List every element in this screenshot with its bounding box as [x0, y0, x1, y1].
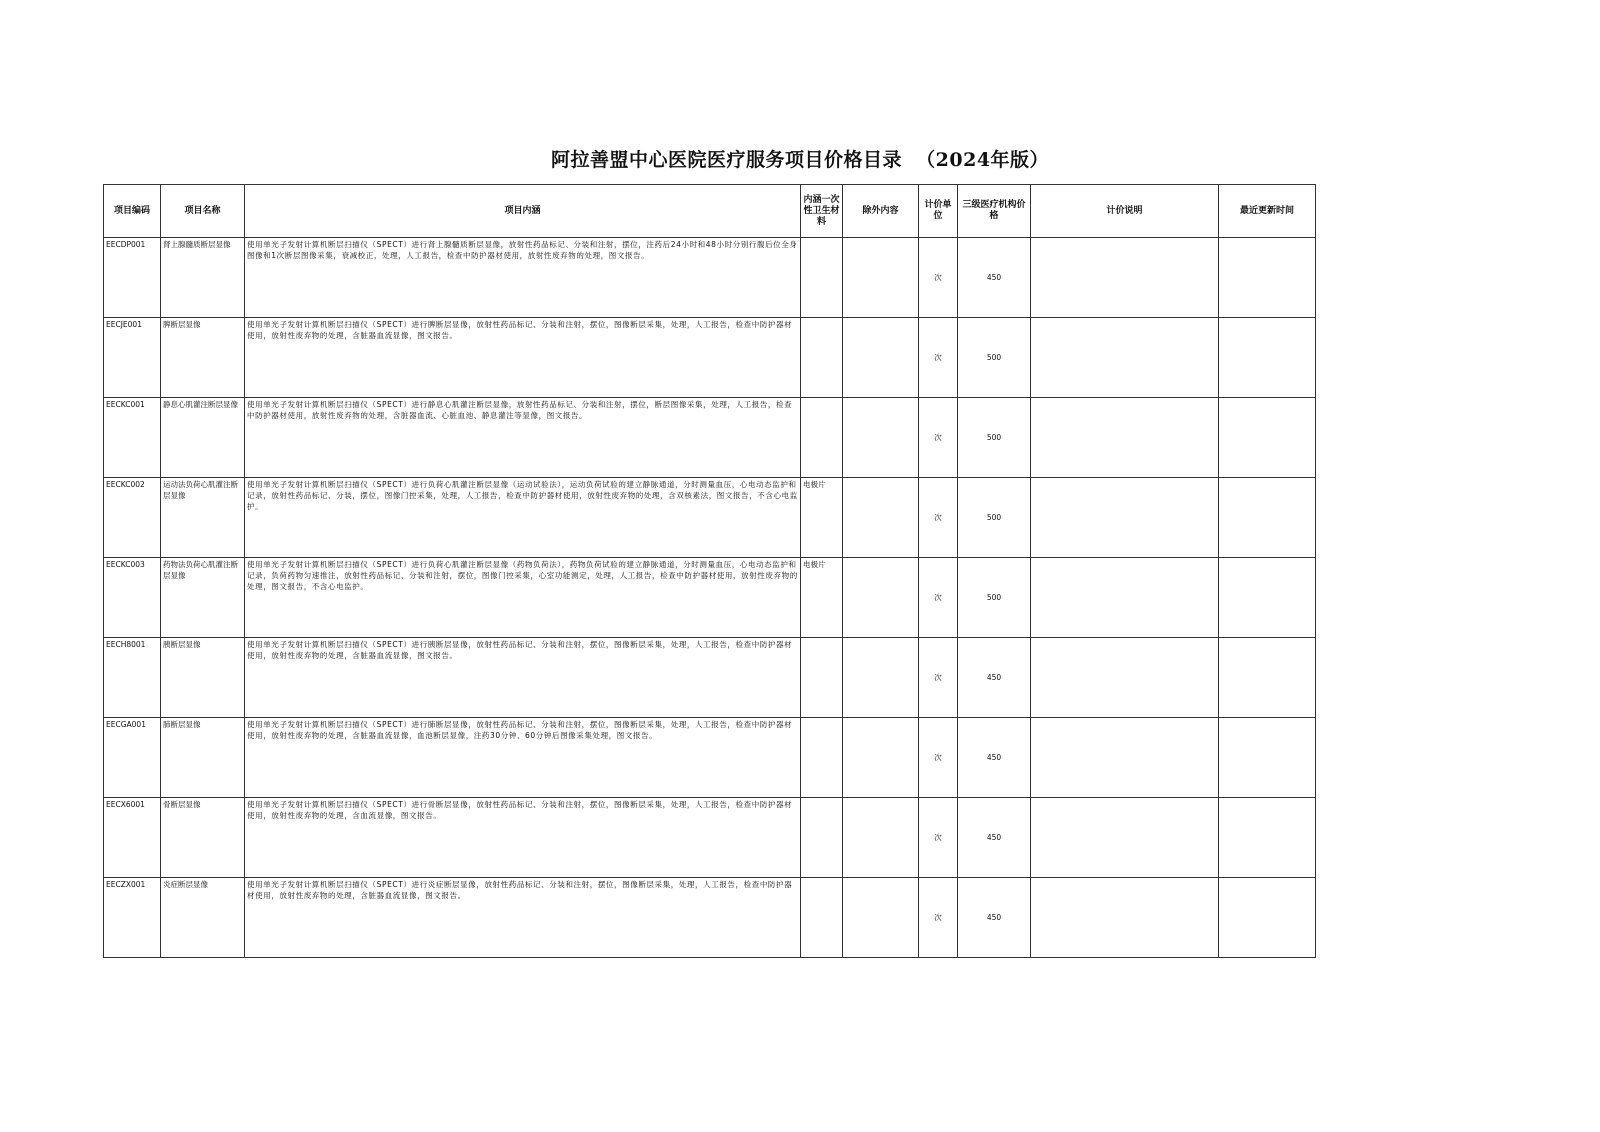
cell-unit: 次	[919, 318, 958, 398]
cell-note	[1031, 558, 1219, 638]
cell-material	[801, 238, 843, 318]
cell-material	[801, 878, 843, 958]
table-row	[104, 478, 1316, 558]
cell-code: EECH8001	[104, 638, 161, 718]
cell-code: EECJE001	[104, 318, 161, 398]
cell-unit: 次	[919, 878, 958, 958]
cell-content: 使用单光子发射计算机断层扫描仪（SPECT）进行负荷心肌灌注断层显像（药物负荷法），药物负荷试验的建立静脉通道，分时测量血压，心电动态监护和记录，负荷药物匀速推注，放射性药品标记、分装和注射，摆位，图像门控采集，心室功能测定，处理，人工报告，检查中防护器材使用，放射性废弃物的处理，图文报告，不含心电监护。	[245, 558, 801, 638]
cell-excluded	[843, 558, 919, 638]
table-row	[104, 318, 1316, 398]
table-header-row	[104, 185, 1316, 238]
cell-note	[1031, 398, 1219, 478]
cell-note	[1031, 718, 1219, 798]
header-note: 计价说明	[1031, 185, 1219, 238]
cell-note	[1031, 318, 1219, 398]
cell-note	[1031, 638, 1219, 718]
cell-content: 使用单光子发射计算机断层扫描仪（SPECT）进行骨断层显像，放射性药品标记、分装和注射，摆位，图像断层采集，处理，人工报告，检查中防护器材使用，放射性废弃物的处理，含血流显像，图文报告。	[245, 798, 801, 878]
cell-updated	[1219, 478, 1316, 558]
cell-unit: 次	[919, 718, 958, 798]
cell-name: 脾断层显像	[161, 318, 245, 398]
header-content: 项目内涵	[245, 185, 801, 238]
cell-note	[1031, 238, 1219, 318]
header-unit: 计价单位	[919, 185, 958, 238]
cell-updated	[1219, 718, 1316, 798]
cell-name: 运动法负荷心肌灌注断层显像	[161, 478, 245, 558]
cell-excluded	[843, 878, 919, 958]
cell-material	[801, 798, 843, 878]
cell-excluded	[843, 798, 919, 878]
table-row	[104, 878, 1316, 958]
table-row	[104, 718, 1316, 798]
cell-price: 450	[958, 798, 1031, 878]
cell-name: 炎症断层显像	[161, 878, 245, 958]
table-row	[104, 558, 1316, 638]
cell-updated	[1219, 398, 1316, 478]
cell-updated	[1219, 238, 1316, 318]
cell-code: EECKC002	[104, 478, 161, 558]
cell-note	[1031, 878, 1219, 958]
header-name: 项目名称	[161, 185, 245, 238]
cell-content: 使用单光子发射计算机断层扫描仪（SPECT）进行肾上腺髓质断层显像，放射性药品标记、分装和注射，摆位，注药后24小时和48小时分别行腹后位全身图像和1次断层图像采集，衰减校正，处理，人工报告，检查中防护器材使用，放射性废弃物的处理，图文报告。	[245, 238, 801, 318]
cell-unit: 次	[919, 798, 958, 878]
cell-unit: 次	[919, 478, 958, 558]
header-code: 项目编码	[104, 185, 161, 238]
cell-updated	[1219, 558, 1316, 638]
cell-content: 使用单光子发射计算机断层扫描仪（SPECT）进行脾断层显像，放射性药品标记、分装和注射，摆位，图像断层采集，处理，人工报告，检查中防护器材使用，放射性废弃物的处理，含脏器血流显像，图文报告。	[245, 318, 801, 398]
cell-name: 药物法负荷心肌灌注断层显像	[161, 558, 245, 638]
cell-unit: 次	[919, 398, 958, 478]
header-price: 三级医疗机构价格	[958, 185, 1031, 238]
table-row	[104, 238, 1316, 318]
cell-code: EECX6001	[104, 798, 161, 878]
cell-updated	[1219, 878, 1316, 958]
cell-material	[801, 638, 843, 718]
cell-unit: 次	[919, 638, 958, 718]
cell-excluded	[843, 398, 919, 478]
cell-name: 肾上腺髓质断层显像	[161, 238, 245, 318]
cell-name: 肺断层显像	[161, 718, 245, 798]
cell-excluded	[843, 318, 919, 398]
price-table	[103, 184, 1316, 958]
cell-price: 450	[958, 638, 1031, 718]
cell-excluded	[843, 718, 919, 798]
cell-unit: 次	[919, 558, 958, 638]
page-title: 阿拉善盟中心医院医疗服务项目价格目录 （2024年版）	[550, 149, 1050, 171]
cell-code: EECKC003	[104, 558, 161, 638]
cell-unit: 次	[919, 238, 958, 318]
cell-material	[801, 318, 843, 398]
cell-material: 电极片	[801, 558, 843, 638]
cell-content: 使用单光子发射计算机断层扫描仪（SPECT）进行炎症断层显像，放射性药品标记、分装和注射，摆位，图像断层采集，处理，人工报告，检查中防护器材使用，放射性废弃物的处理，含脏器血流显像，图文报告。	[245, 878, 801, 958]
cell-code: EECDP001	[104, 238, 161, 318]
cell-price: 450	[958, 718, 1031, 798]
header-updated: 最近更新时间	[1219, 185, 1316, 238]
table-body	[104, 238, 1316, 958]
cell-material: 电极片	[801, 478, 843, 558]
table-row	[104, 638, 1316, 718]
cell-price: 500	[958, 478, 1031, 558]
cell-material	[801, 718, 843, 798]
cell-code: EECZX001	[104, 878, 161, 958]
cell-content: 使用单光子发射计算机断层扫描仪（SPECT）进行静息心肌灌注断层显像，放射性药品标记、分装和注射，摆位，断层图像采集，处理，人工报告，检查中防护器材使用，放射性废弃物的处理，含脏器血流、心脏血池、静息灌注等显像，图文报告。	[245, 398, 801, 478]
cell-excluded	[843, 238, 919, 318]
cell-code: EECGA001	[104, 718, 161, 798]
cell-updated	[1219, 318, 1316, 398]
cell-material	[801, 398, 843, 478]
cell-name: 胰断层显像	[161, 638, 245, 718]
table-row	[104, 398, 1316, 478]
cell-price: 500	[958, 318, 1031, 398]
cell-content: 使用单光子发射计算机断层扫描仪（SPECT）进行胰断层显像，放射性药品标记、分装和注射，摆位，图像断层采集，处理，人工报告，检查中防护器材使用，放射性废弃物的处理，含脏器血流显像，图文报告。	[245, 638, 801, 718]
cell-updated	[1219, 798, 1316, 878]
cell-note	[1031, 478, 1219, 558]
header-excluded: 除外内容	[843, 185, 919, 238]
cell-price: 500	[958, 558, 1031, 638]
table-row	[104, 798, 1316, 878]
cell-note	[1031, 798, 1219, 878]
cell-name: 骨断层显像	[161, 798, 245, 878]
cell-excluded	[843, 478, 919, 558]
cell-name: 静息心肌灌注断层显像	[161, 398, 245, 478]
cell-excluded	[843, 638, 919, 718]
cell-price: 500	[958, 398, 1031, 478]
cell-content: 使用单光子发射计算机断层扫描仪（SPECT）进行负荷心肌灌注断层显像（运动试验法），运动负荷试验的建立静脉通道，分时测量血压，心电动态监护和记录，放射性药品标记、分装，摆位，图像门控采集，处理，人工报告，检查中防护器材使用，放射性废弃物的处理，含双核素法，图文报告，不含心电监护。	[245, 478, 801, 558]
cell-price: 450	[958, 238, 1031, 318]
cell-price: 450	[958, 878, 1031, 958]
cell-code: EECKC001	[104, 398, 161, 478]
header-material: 内涵一次性卫生材料	[801, 185, 843, 238]
cell-content: 使用单光子发射计算机断层扫描仪（SPECT）进行肺断层显像，放射性药品标记、分装和注射，摆位，图像断层采集，处理，人工报告，检查中防护器材使用，放射性废弃物的处理，含脏器血流显像，血池断层显像，注药30分钟、60分钟后图像采集处理，图文报告。	[245, 718, 801, 798]
cell-updated	[1219, 638, 1316, 718]
